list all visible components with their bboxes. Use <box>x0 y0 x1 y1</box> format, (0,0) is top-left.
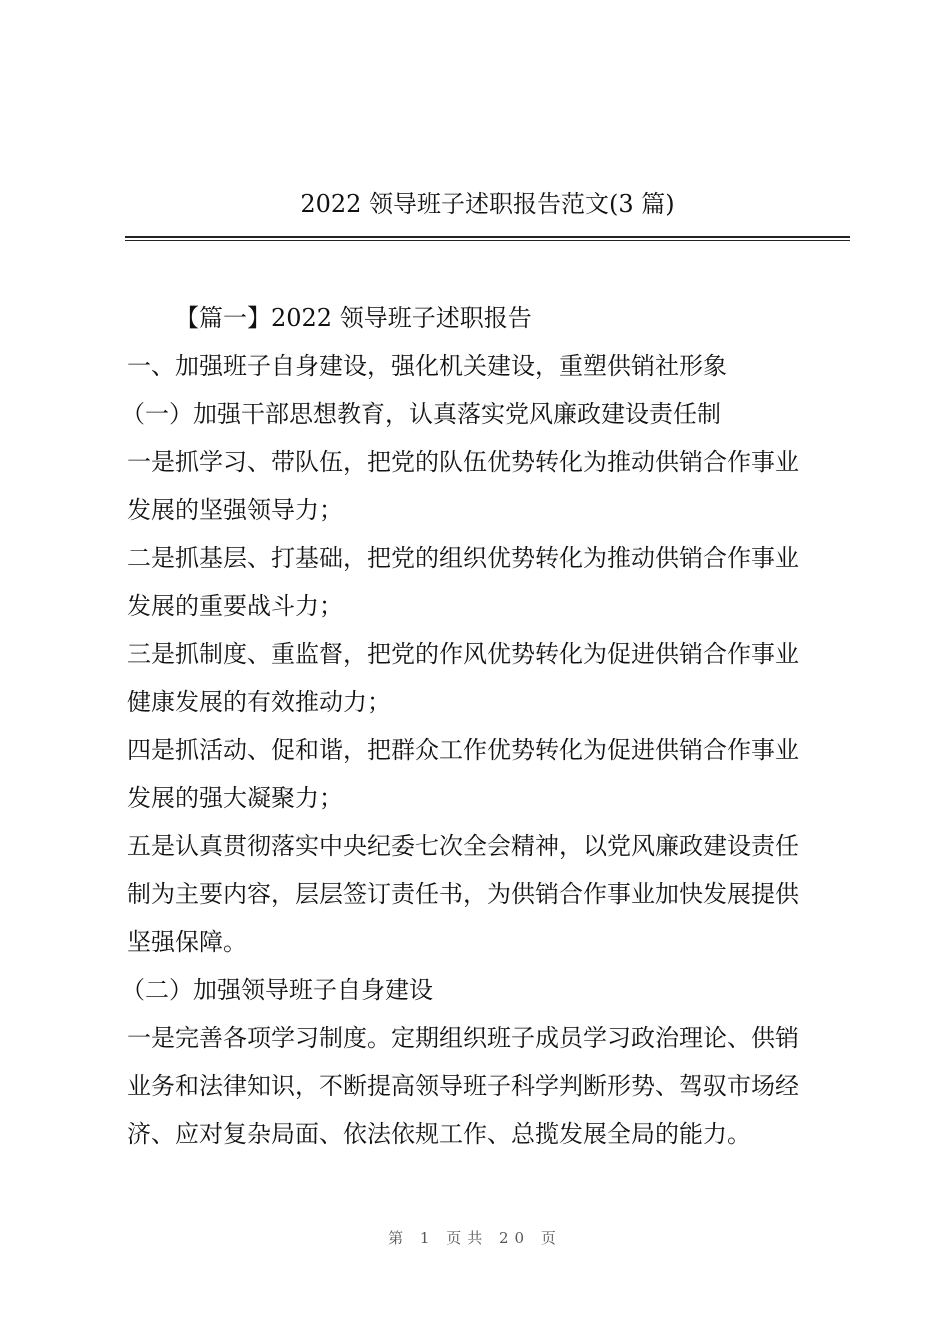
paragraph-line: 发展的坚强领导力； <box>127 496 343 524</box>
page-footer: 第 1 页共 20 页 <box>388 1229 562 1247</box>
title-rule-thin <box>125 240 850 241</box>
paragraph-line: 一是抓学习、带队伍，把党的队伍优势转化为推动供销合作事业 <box>127 448 799 476</box>
section-heading: 【篇一】2022 领导班子述职报告 <box>175 304 532 332</box>
paragraph-line: 三是抓制度、重监督，把党的作风优势转化为促进供销合作事业 <box>127 640 799 668</box>
paragraph-line: 一是完善各项学习制度。定期组织班子成员学习政治理论、供销 <box>127 1024 799 1052</box>
paragraph-line: （二）加强领导班子自身建设 <box>121 976 433 1004</box>
title-rule-thick <box>125 236 850 238</box>
paragraph-line: 发展的重要战斗力； <box>127 592 343 620</box>
paragraph-line: 济、应对复杂局面、依法依规工作、总揽发展全局的能力。 <box>127 1120 751 1148</box>
document-title: 2022 领导班子述职报告范文(3 篇) <box>300 190 675 218</box>
paragraph-line: 五是认真贯彻落实中央纪委七次全会精神，以党风廉政建设责任 <box>127 832 799 860</box>
paragraph-line: 健康发展的有效推动力； <box>127 688 391 716</box>
paragraph-line: 发展的强大凝聚力； <box>127 784 343 812</box>
paragraph-line: （一）加强干部思想教育，认真落实党风廉政建设责任制 <box>121 400 721 428</box>
document-body <box>121 294 851 1158</box>
paragraph-line: 制为主要内容，层层签订责任书，为供销合作事业加快发展提供 <box>127 880 799 908</box>
paragraph-line: 一、加强班子自身建设，强化机关建设，重塑供销社形象 <box>127 352 727 380</box>
paragraph-line: 坚强保障。 <box>127 928 247 956</box>
paragraph-line: 二是抓基层、打基础，把党的组织优势转化为推动供销合作事业 <box>127 544 799 572</box>
paragraph-line: 业务和法律知识，不断提高领导班子科学判断形势、驾驭市场经 <box>127 1072 799 1100</box>
paragraph-line: 四是抓活动、促和谐，把群众工作优势转化为促进供销合作事业 <box>127 736 799 764</box>
